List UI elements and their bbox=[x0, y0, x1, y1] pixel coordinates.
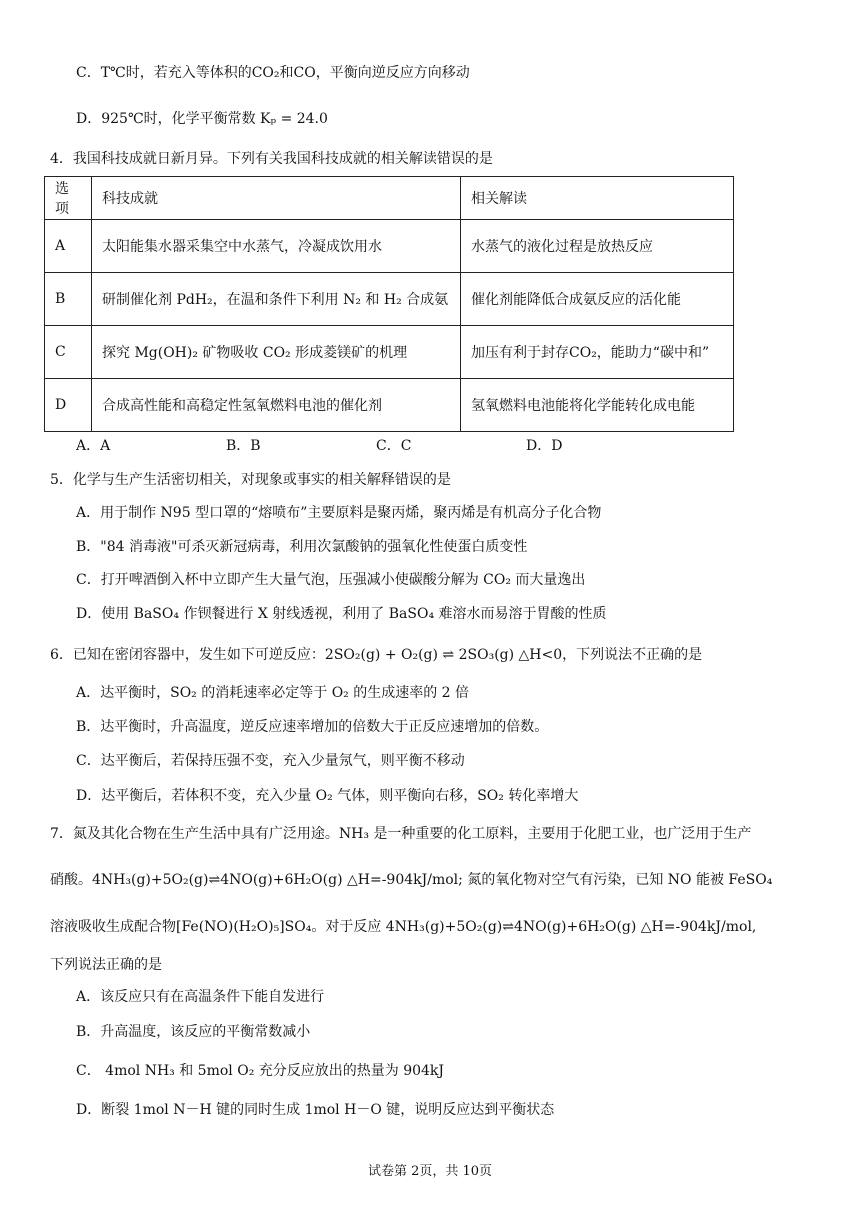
table-header: 选项 bbox=[45, 177, 92, 220]
table-cell: 加压有利于封存CO₂，能助力“碳中和” bbox=[461, 326, 734, 379]
table-cell: 太阳能集水器采集空中水蒸气，冷凝成饮用水 bbox=[92, 220, 461, 273]
q4-answer-d: D．D bbox=[526, 438, 563, 454]
q6-option-d: D．达平衡后，若体积不变，充入少量 O₂ 气体，则平衡向右移，SO₂ 转化率增大 bbox=[76, 788, 579, 804]
q6-option-b: B．达平衡时，升高温度，逆反应速率增加的倍数大于正反应速增加的倍数。 bbox=[76, 719, 549, 735]
q7-stem-line2: 硝酸。4NH₃(g)+5O₂(g)⇌4NO(g)+6H₂O(g) △H=-904kJ/mol; 氮的氧化物对空气有污染，已知 NO 能被 FeSO₄ bbox=[50, 872, 773, 888]
table-cell: 催化剂能降低合成氨反应的活化能 bbox=[461, 273, 734, 326]
q5-option-a: A．用于制作 N95 型口罩的“熔喷布”主要原料是聚丙烯，聚丙烯是有机高分子化合物 bbox=[76, 505, 602, 521]
table-cell: 探究 Mg(OH)₂ 矿物吸收 CO₂ 形成菱镁矿的机理 bbox=[92, 326, 461, 379]
q3-option-c: C．T℃时，若充入等体积的CO₂和CO，平衡向逆反应方向移动 bbox=[76, 65, 470, 81]
q7-option-c: C． 4mol NH₃ 和 5mol O₂ 充分反应放出的热量为 904kJ bbox=[76, 1063, 445, 1079]
q7-option-d: D．断裂 1mol N－H 键的同时生成 1mol H－O 键，说明反应达到平衡状态 bbox=[76, 1102, 555, 1118]
table-row bbox=[45, 326, 734, 379]
q4-answer-c: C．C bbox=[376, 438, 412, 454]
q6-stem: 6．已知在密闭容器中，发生如下可逆反应：2SO₂(g) + O₂(g) ⇌ 2SO₃(g) △H<0，下列说法不正确的是 bbox=[50, 647, 703, 663]
q4-stem: 4．我国科技成就日新月异。下列有关我国科技成就的相关解读错误的是 bbox=[50, 151, 493, 167]
table-row bbox=[45, 379, 734, 432]
table-cell: C bbox=[45, 326, 92, 379]
q7-stem-line4: 下列说法正确的是 bbox=[50, 957, 162, 973]
table-row bbox=[45, 220, 734, 273]
q4-answer-b: B．B bbox=[226, 438, 261, 454]
table-cell: 水蒸气的液化过程是放热反应 bbox=[461, 220, 734, 273]
q5-option-b: B．"84 消毒液"可杀灭新冠病毒，利用次氯酸钠的强氧化性使蛋白质变性 bbox=[76, 539, 528, 555]
q5-stem: 5．化学与生产生活密切相关，对现象或事实的相关解释错误的是 bbox=[50, 472, 451, 488]
q7-stem-line3: 溶液吸收生成配合物[Fe(NO)(H₂O)₅]SO₄。对于反应 4NH₃(g)+5O₂(g)⇌4NO(g)+6H₂O(g) △H=-904kJ/mol, bbox=[50, 919, 757, 935]
table-cell: 合成高性能和高稳定性氢氧燃料电池的催化剂 bbox=[92, 379, 461, 432]
table-header: 相关解读 bbox=[461, 177, 734, 220]
q7-option-b: B．升高温度，该反应的平衡常数减小 bbox=[76, 1024, 311, 1040]
table-cell: B bbox=[45, 273, 92, 326]
q7-option-a: A．该反应只有在高温条件下能自发进行 bbox=[76, 989, 325, 1005]
q4-table bbox=[44, 176, 734, 432]
q4-answers bbox=[76, 436, 676, 456]
q5-option-d: D．使用 BaSO₄ 作钡餐进行 X 射线透视，利用了 BaSO₄ 难溶水而易溶于胃酸的性质 bbox=[76, 606, 607, 622]
q6-option-a: A．达平衡时，SO₂ 的消耗速率必定等于 O₂ 的生成速率的 2 倍 bbox=[76, 685, 470, 701]
table-header: 科技成就 bbox=[92, 177, 461, 220]
table-cell: 氢氧燃料电池能将化学能转化成电能 bbox=[461, 379, 734, 432]
q5-option-c: C．打开啤酒倒入杯中立即产生大量气泡，压强减小使碳酸分解为 CO₂ 而大量逸出 bbox=[76, 572, 586, 588]
q3-option-d: D．925℃时，化学平衡常数 Kₚ = 24.0 bbox=[76, 111, 328, 127]
table-cell: A bbox=[45, 220, 92, 273]
page-footer: 试卷第 2页，共 10页 bbox=[367, 1164, 493, 1179]
table-row bbox=[45, 273, 734, 326]
q7-stem-line1: 7．氮及其化合物在生产生活中具有广泛用途。NH₃ 是一种重要的化工原料，主要用于化肥工业，也广泛用于生产 bbox=[50, 826, 752, 842]
q6-option-c: C．达平衡后，若保持压强不变，充入少量氖气，则平衡不移动 bbox=[76, 753, 465, 769]
q4-answer-a: A．A bbox=[76, 438, 111, 454]
table-cell: 研制催化剂 PdH₂，在温和条件下利用 N₂ 和 H₂ 合成氨 bbox=[92, 273, 461, 326]
table-cell: D bbox=[45, 379, 92, 432]
table-header-row bbox=[45, 177, 734, 220]
